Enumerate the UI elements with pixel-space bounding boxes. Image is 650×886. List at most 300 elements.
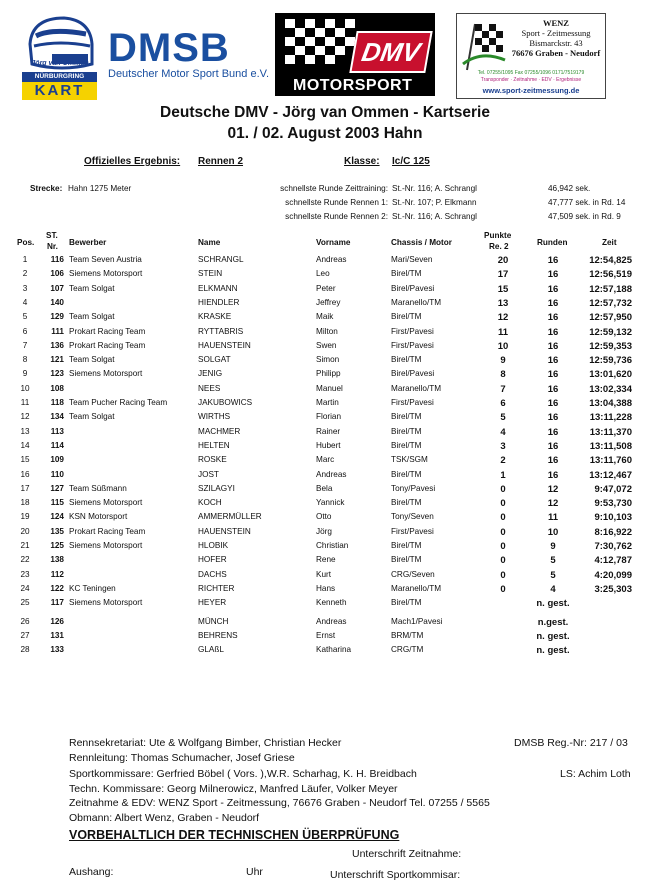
table-row	[0, 298, 650, 312]
cell-laps: 12	[547, 498, 559, 510]
footer-stewards: Sportkommissare: Gerfried Böbel ( Vors. ),W.R. Scharhag, K. H. Breidbach	[69, 768, 417, 780]
cell-last-name: ROSKE	[198, 455, 227, 465]
footer-reg-nr: DMSB Reg.-Nr: 217 / 03	[514, 737, 628, 749]
page-title: Deutsche DMV - Jörg van Ommen - Kartserie	[160, 104, 490, 121]
cell-first-name: Swen	[316, 340, 337, 350]
wenz-line3: Bismarckstr. 43	[529, 38, 583, 48]
cell-start-number: 116	[50, 255, 64, 264]
cell-start-number: 109	[50, 455, 64, 465]
footer-ls: LS: Achim Loth	[560, 768, 631, 780]
wenz-zeitmessung-logo	[456, 13, 606, 99]
fastest-lap-race2-label: schnellste Runde Rennen 2:	[285, 212, 388, 221]
cell-last-name: HLOBIK	[198, 541, 229, 550]
cell-pos: 13	[20, 426, 30, 436]
cell-first-name: Kenneth	[316, 598, 347, 608]
cell-start-number: 113	[50, 426, 64, 436]
cell-first-name: Hans	[316, 583, 336, 593]
cell-start-number: 110	[50, 469, 64, 479]
cell-last-name: JOST	[198, 469, 219, 479]
cell-pos: 24	[20, 583, 30, 593]
kart-logo-line3: KART	[22, 82, 97, 100]
cell-chassis-engine: Maranello/TM	[391, 383, 442, 393]
table-row	[0, 384, 650, 398]
cell-chassis-engine: Birel/TM	[391, 269, 422, 279]
cell-pos: 3	[22, 283, 28, 293]
table-row	[0, 617, 650, 631]
cell-laps: 16	[547, 398, 559, 409]
footer-tech-commissioners: Techn. Kommissare: Georg Milnerowicz, Manfred Läufer, Volker Meyer	[69, 783, 398, 795]
cell-chassis-engine: First/Pavesi	[391, 326, 434, 336]
cell-chassis-engine: Birel/TM	[391, 426, 422, 436]
cell-points: 4	[500, 426, 506, 438]
fastest-lap-training-label: schnellste Runde Zeittraining:	[280, 184, 388, 193]
wenz-line2: Sport - Zeitmessung	[521, 28, 591, 38]
table-row	[0, 427, 650, 441]
cell-time: 13:11,760	[589, 455, 632, 467]
cell-pos: 1	[22, 255, 28, 264]
cell-entrant: Team Solgat	[69, 412, 115, 422]
cell-start-number: 122	[50, 583, 64, 593]
cell-laps: 12	[547, 483, 559, 495]
cell-last-name: SOLGAT	[198, 355, 231, 365]
cell-start-number: 123	[50, 369, 64, 379]
cell-pos: 6	[22, 326, 28, 336]
cell-chassis-engine: Birel/Pavesi	[391, 283, 435, 293]
cell-pos: 11	[20, 398, 30, 407]
cell-last-name: RICHTER	[198, 583, 235, 593]
cell-entrant: Team Solgat	[69, 283, 115, 293]
fastest-lap-training-time: 46,942 sek.	[548, 184, 591, 193]
cell-points: 0	[500, 526, 506, 538]
cell-chassis-engine: BRM/TM	[391, 630, 424, 640]
col-runden: Runden	[537, 238, 568, 247]
cell-points: 1	[500, 469, 506, 481]
cell-start-number: 126	[50, 616, 64, 626]
cell-first-name: Hubert	[316, 440, 341, 450]
cell-points: 13	[497, 297, 509, 309]
fastest-lap-race2-time: 47,509 sek. in Rd. 9	[548, 212, 621, 221]
cell-last-name: HIENDLER	[198, 297, 240, 307]
cell-points: 12	[497, 312, 509, 324]
table-row	[0, 369, 650, 383]
cell-first-name: Milton	[316, 326, 338, 336]
cell-pos: 22	[20, 555, 30, 565]
col-name: Name	[198, 238, 221, 247]
cell-entrant: Prokart Racing Team	[69, 526, 146, 536]
cell-pos: 23	[20, 569, 30, 579]
dmsb-logo-sub: Deutscher Motor Sport Bund e.V.	[108, 68, 270, 80]
cell-time: 7:30,762	[594, 541, 632, 552]
cell-pos: 16	[20, 469, 30, 479]
wenz-phone: Tel. 07255/1095 Fax 07255/1096 0171/7519179	[477, 70, 585, 76]
dmsb-logo	[104, 26, 270, 84]
table-row	[0, 527, 650, 541]
cell-entrant: Siemens Motorsport	[69, 541, 143, 550]
cell-start-number: 121	[50, 355, 64, 365]
cell-points: 5	[500, 412, 506, 424]
table-row	[0, 312, 650, 326]
cell-chassis-engine: Birel/TM	[391, 412, 422, 422]
cell-pos: 26	[20, 616, 30, 626]
cell-time: 9:47,072	[594, 483, 632, 495]
cell-time: 4:20,099	[594, 569, 632, 581]
table-row	[0, 284, 650, 298]
track-value: Hahn 1275 Meter	[68, 184, 132, 193]
cell-laps: 4	[550, 583, 556, 595]
cell-last-name: SZILAGYI	[198, 483, 235, 493]
cell-time: 12:57,950	[589, 312, 632, 324]
footer-chairman: Obmann: Albert Wenz, Graben - Neudorf	[69, 812, 260, 824]
cell-time: 13:01,620	[589, 369, 632, 381]
col-vorname: Vorname	[316, 238, 351, 247]
cell-entrant: KC Teningen	[69, 583, 116, 593]
cell-last-name: HELTEN	[198, 440, 230, 450]
cell-points: 0	[500, 569, 506, 581]
cell-chassis-engine: Birel/TM	[391, 498, 422, 508]
cell-first-name: Otto	[316, 512, 332, 522]
dmsb-logo-word: DMSB	[108, 26, 230, 70]
cell-chassis-engine: Maranello/TM	[391, 583, 442, 593]
cell-laps: 10	[547, 526, 559, 538]
cell-laps: 16	[547, 340, 559, 352]
cell-pos: 2	[22, 269, 28, 279]
cell-last-name: HAUENSTEIN	[198, 340, 251, 350]
cell-entrant: Siemens Motorsport	[69, 369, 143, 379]
cell-last-name: AMMERMÜLLER	[198, 512, 262, 522]
cell-laps: 5	[550, 555, 556, 567]
table-row	[0, 498, 650, 512]
cell-chassis-engine: Birel/TM	[391, 469, 422, 479]
cell-last-name: KRASKE	[198, 312, 232, 322]
wenz-line4: 76676 Graben - Neudorf	[511, 48, 601, 58]
cell-last-name: ELKMANN	[198, 283, 238, 293]
table-row	[0, 541, 650, 555]
cell-laps: 16	[547, 455, 559, 467]
cell-laps: 16	[547, 297, 559, 309]
cell-chassis-engine: Mari/Seven	[391, 255, 433, 264]
cell-start-number: 134	[50, 412, 64, 422]
cell-first-name: Ernst	[316, 630, 336, 640]
cell-start-number: 131	[50, 630, 64, 640]
cell-first-name: Katharina	[316, 645, 352, 655]
table-row	[0, 555, 650, 569]
cell-time: 13:02,334	[589, 383, 632, 395]
cell-laps: n. gest.	[536, 630, 570, 642]
dmv-motorsport-logo	[275, 13, 435, 96]
col-nr-line1: ST.	[46, 231, 58, 240]
cell-last-name: HEYER	[198, 598, 227, 608]
cell-chassis-engine: First/Pavesi	[391, 526, 434, 536]
cell-entrant: Siemens Motorsport	[69, 269, 143, 279]
cell-first-name: Jörg	[316, 526, 332, 536]
cell-last-name: JENIG	[198, 369, 223, 379]
cell-last-name: SCHRANGL	[198, 255, 244, 264]
cell-start-number: 127	[50, 483, 64, 493]
footer-technical-notice: VORBEHALTLICH DER TECHNISCHEN ÜBERPRÜFUNG	[69, 828, 400, 842]
table-row	[0, 269, 650, 283]
fastest-lap-race1-label: schnellste Runde Rennen 1:	[285, 198, 388, 207]
cell-points: 3	[500, 440, 506, 452]
cell-points: 15	[497, 283, 509, 295]
cell-chassis-engine: Tony/Pavesi	[391, 483, 436, 493]
cell-pos: 9	[22, 369, 28, 379]
cell-chassis-engine: CRG/Seven	[391, 569, 435, 579]
cell-laps: 5	[550, 569, 556, 581]
cell-pos: 17	[20, 483, 30, 493]
cell-points: 2	[500, 455, 506, 467]
fastest-lap-race2-driver: St.-Nr. 116; A. Schrangl	[392, 212, 477, 221]
cell-chassis-engine: Birel/TM	[391, 440, 422, 450]
cell-chassis-engine: Mach1/Pavesi	[391, 616, 443, 626]
cell-first-name: Simon	[316, 355, 340, 365]
cell-time: 12:57,188	[589, 283, 632, 295]
checkered-flag-icon	[285, 19, 355, 73]
col-nr-line2: Nr.	[47, 242, 58, 251]
cell-start-number: 106	[50, 269, 64, 279]
table-row	[0, 484, 650, 498]
cell-first-name: Kurt	[316, 569, 332, 579]
cell-last-name: RYTTABRIS	[198, 326, 244, 336]
table-row	[0, 327, 650, 341]
cell-points: 11	[497, 326, 509, 338]
cell-time: 13:12,467	[589, 469, 632, 481]
cell-laps: 16	[547, 312, 559, 324]
table-row	[0, 645, 650, 659]
cell-start-number: 138	[50, 555, 64, 565]
cell-first-name: Leo	[316, 269, 330, 279]
footer-posting-label: Aushang:	[69, 866, 114, 878]
cell-time: 13:11,370	[589, 426, 632, 438]
cell-entrant: Prokart Racing Team	[69, 340, 146, 350]
cell-points: 0	[500, 555, 506, 567]
cell-last-name: DACHS	[198, 569, 227, 579]
cell-start-number: 107	[50, 283, 64, 293]
cell-start-number: 136	[50, 340, 64, 350]
cell-last-name: BEHRENS	[198, 630, 238, 640]
table-row	[0, 441, 650, 455]
cell-chassis-engine: CRG/TM	[391, 645, 424, 655]
table-row	[0, 470, 650, 484]
cell-start-number: 114	[50, 440, 64, 450]
table-row	[0, 341, 650, 355]
table-row	[0, 355, 650, 369]
footer-race-direction: Rennleitung: Thomas Schumacher, Josef Griese	[69, 752, 295, 764]
cell-start-number: 117	[50, 598, 64, 608]
cell-first-name: Yannick	[316, 498, 345, 508]
cell-points: 0	[500, 583, 506, 595]
cell-time: 8:16,922	[594, 526, 632, 538]
footer-signature-timing: Unterschrift Zeitnahme:	[352, 848, 462, 860]
cell-start-number: 125	[50, 541, 64, 550]
cell-start-number: 112	[50, 569, 64, 579]
cell-pos: 28	[20, 645, 30, 655]
cell-entrant: Team Solgat	[69, 312, 115, 322]
result-label: Offizielles Ergebnis:	[84, 156, 181, 167]
cell-points: 7	[500, 383, 506, 395]
cell-first-name: Rainer	[316, 426, 341, 436]
cell-first-name: Peter	[316, 283, 336, 293]
cell-laps: 16	[547, 426, 559, 438]
cell-entrant: Team Solgat	[69, 355, 115, 365]
cell-entrant: Team Seven Austria	[69, 255, 142, 264]
cell-time: 13:11,228	[589, 412, 632, 424]
footer-timing: Zeitnahme & EDV: WENZ Sport - Zeitmessung, 76676 Graben - Neudorf Tel. 07255 / 5565	[69, 797, 490, 809]
cell-pos: 20	[20, 526, 30, 536]
cell-first-name: Andreas	[316, 255, 347, 264]
cell-laps: n. gest.	[536, 645, 570, 657]
col-punkte-line2: Re. 2	[489, 242, 509, 251]
cell-chassis-engine: Birel/Pavesi	[391, 369, 435, 379]
table-row	[0, 512, 650, 526]
cell-pos: 12	[20, 412, 30, 422]
cell-entrant: Siemens Motorsport	[69, 598, 143, 608]
wenz-line1: WENZ	[543, 18, 569, 28]
kart-logo-line1: Jörg van Ommen	[31, 60, 89, 67]
footer-time-label: Uhr	[246, 866, 263, 878]
cell-points: 0	[500, 483, 506, 495]
track-label: Strecke:	[30, 184, 63, 193]
cell-first-name: Christian	[316, 541, 349, 550]
cell-points: 8	[500, 369, 506, 381]
cell-chassis-engine: First/Pavesi	[391, 398, 434, 407]
flag-icon	[461, 20, 507, 72]
cell-laps: 16	[547, 469, 559, 481]
cell-first-name: Manuel	[316, 383, 343, 393]
cell-pos: 19	[20, 512, 30, 522]
cell-last-name: HOFER	[198, 555, 227, 565]
cell-last-name: JAKUBOWICS	[198, 398, 253, 407]
cell-entrant: Team Pucher Racing Team	[69, 398, 168, 407]
class-value: Ic/C 125	[392, 156, 430, 167]
cell-chassis-engine: Maranello/TM	[391, 297, 442, 307]
kart-logo-line2: NÜRBURGRING	[22, 72, 97, 82]
cell-start-number: 129	[50, 312, 64, 322]
cell-laps: 16	[547, 255, 559, 266]
table-row	[0, 255, 650, 269]
cell-start-number: 124	[50, 512, 64, 522]
dmv-motorsport-word: MOTORSPORT	[293, 77, 413, 94]
cell-last-name: NEES	[198, 383, 221, 393]
class-label: Klasse:	[344, 156, 380, 167]
table-row	[0, 584, 650, 598]
page-subtitle-date: 01. / 02. August 2003 Hahn	[227, 125, 423, 142]
col-punkte-line1: Punkte	[484, 231, 512, 240]
cell-chassis-engine: TSK/SGM	[391, 455, 428, 465]
cell-laps: 16	[547, 326, 559, 338]
cell-start-number: 118	[50, 398, 64, 407]
cell-first-name: Philipp	[316, 369, 341, 379]
cell-pos: 25	[20, 598, 30, 608]
cell-first-name: Martin	[316, 398, 339, 407]
table-row	[0, 631, 650, 645]
cell-chassis-engine: Birel/TM	[391, 541, 422, 550]
dmv-badge: DMV	[349, 31, 432, 73]
cell-time: 9:53,730	[594, 498, 632, 510]
result-value: Rennen 2	[198, 156, 244, 167]
table-row	[0, 570, 650, 584]
wenz-website: www.sport-zeitmessung.de	[482, 86, 580, 95]
cell-pos: 15	[20, 455, 30, 465]
cell-pos: 7	[22, 340, 28, 350]
table-row	[0, 412, 650, 426]
cell-laps: 9	[550, 541, 556, 552]
fastest-lap-race1-time: 47,777 sek. in Rd. 14	[548, 198, 626, 207]
cell-points: 17	[497, 269, 509, 281]
cell-chassis-engine: First/Pavesi	[391, 340, 434, 350]
fastest-lap-training-driver: St.-Nr. 116; A. Schrangl	[392, 184, 477, 193]
table-row	[0, 455, 650, 469]
cell-laps: 16	[547, 369, 559, 381]
cell-chassis-engine: Birel/TM	[391, 555, 422, 565]
cell-last-name: STEIN	[198, 269, 223, 279]
cell-last-name: KOCH	[198, 498, 222, 508]
cell-chassis-engine: Tony/Seven	[391, 512, 434, 522]
col-pos: Pos.	[17, 238, 35, 247]
fastest-lap-race1-driver: St.-Nr. 107; P. Elkmann	[392, 198, 477, 207]
cell-pos: 8	[22, 355, 28, 365]
col-chassis: Chassis / Motor	[391, 238, 452, 247]
cell-start-number: 115	[50, 498, 64, 508]
cell-first-name: Florian	[316, 412, 342, 422]
cell-laps: 16	[547, 383, 559, 395]
cell-points: 0	[500, 512, 506, 524]
cell-laps: 16	[547, 440, 559, 452]
col-bewerber: Bewerber	[69, 238, 107, 247]
cell-start-number: 140	[50, 297, 64, 307]
cell-laps: 11	[547, 512, 559, 524]
cell-laps: 16	[547, 269, 559, 281]
cell-first-name: Jeffrey	[316, 297, 341, 307]
cell-entrant: Team Süßmann	[69, 483, 127, 493]
cell-last-name: MACHMER	[198, 426, 241, 436]
cell-laps: 16	[547, 355, 559, 367]
table-row	[0, 598, 650, 612]
cell-first-name: Rene	[316, 555, 336, 565]
joerg-van-ommen-kart-logo	[22, 14, 97, 102]
cell-start-number: 111	[51, 326, 64, 336]
cell-start-number: 108	[50, 383, 64, 393]
cell-pos: 27	[20, 630, 30, 640]
cell-laps: n.gest.	[537, 616, 569, 628]
cell-points: 6	[500, 398, 506, 409]
cell-points: 0	[500, 498, 506, 510]
cell-points: 0	[500, 541, 506, 552]
cell-time: 12:54,825	[589, 255, 632, 266]
cell-last-name: WIRTHS	[198, 412, 231, 422]
cell-time: 9:10,103	[594, 512, 632, 524]
cell-laps: n. gest.	[536, 598, 570, 610]
cell-time: 12:59,736	[589, 355, 632, 367]
cell-chassis-engine: Birel/TM	[391, 355, 422, 365]
cell-time: 3:25,303	[594, 583, 632, 595]
footer-signature-steward: Unterschrift Sportkommisar:	[330, 869, 461, 881]
cell-first-name: Bela	[316, 483, 333, 493]
cell-start-number: 135	[50, 526, 64, 536]
cell-time: 13:04,388	[589, 398, 632, 409]
cell-time: 13:11,508	[589, 440, 632, 452]
cell-last-name: MÜNCH	[198, 616, 229, 626]
cell-last-name: HAUENSTEIN	[198, 526, 251, 536]
cell-pos: 18	[20, 498, 30, 508]
cell-laps: 16	[547, 412, 559, 424]
cell-time: 4:12,787	[594, 555, 632, 567]
cell-time: 12:57,732	[589, 297, 632, 309]
cell-first-name: Maik	[316, 312, 334, 322]
cell-chassis-engine: Birel/TM	[391, 312, 422, 322]
cell-first-name: Andreas	[316, 616, 347, 626]
wenz-services: Transponder · Zeitnahme · EDV · Ergebnisse	[480, 77, 582, 83]
cell-time: 12:56,519	[589, 269, 632, 281]
